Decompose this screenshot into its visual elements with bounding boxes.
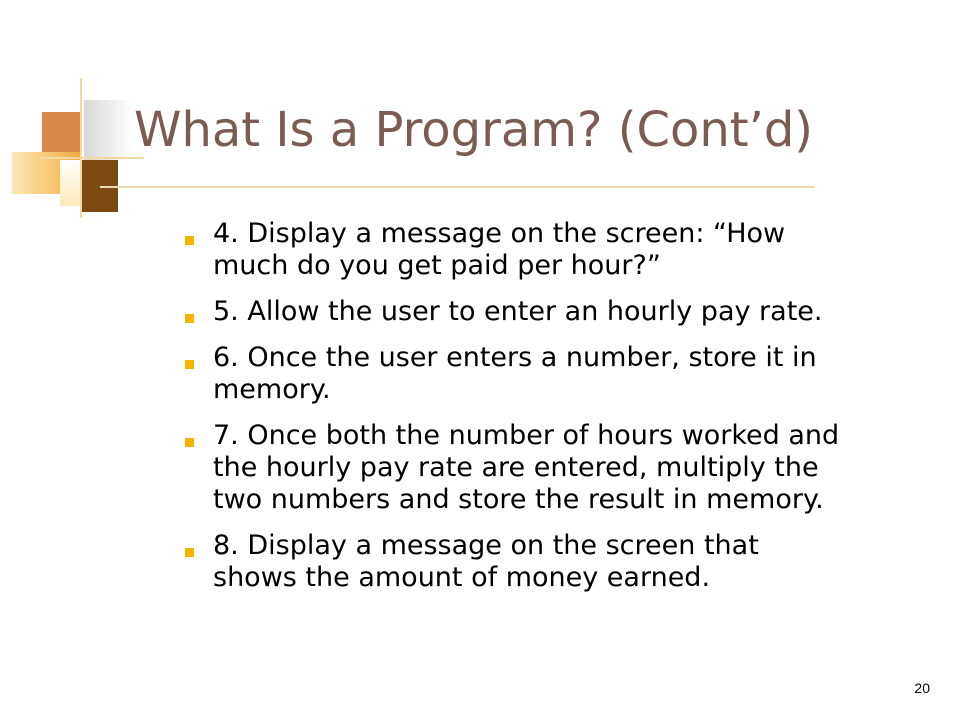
- bullet-marker-icon: [185, 438, 194, 447]
- bullet-marker-icon: [185, 360, 194, 369]
- bullet-item: [185, 420, 945, 516]
- bullet-list: [185, 218, 945, 608]
- bullet-marker-icon: [185, 236, 194, 245]
- page-number: 20: [914, 680, 930, 696]
- logo-horizontal-line: [40, 157, 144, 159]
- slide-title: What Is a Program? (Cont’d): [134, 102, 814, 158]
- bullet-text: 5. Allow the user to enter an hourly pay rate.: [213, 296, 823, 327]
- logo-vertical-line: [80, 78, 82, 218]
- bullet-item: [185, 296, 945, 328]
- bullet-marker-icon: [185, 548, 194, 557]
- bullet-text: 4. Display a message on the screen: “How much do you get paid per hour?”: [213, 218, 786, 281]
- bullet-marker-icon: [185, 314, 194, 323]
- title-underline: [100, 186, 815, 188]
- bullet-text: 8. Display a message on the screen that shows the amount of money earned.: [213, 530, 759, 593]
- logo-block-pale: [60, 160, 80, 206]
- logo-block-gray: [84, 100, 132, 160]
- bullet-text: 7. Once both the number of hours worked and the hourly pay rate are entered, multiply the two numbers and store the result in memory.: [213, 420, 840, 515]
- bullet-item: [185, 342, 945, 406]
- bullet-item: [185, 530, 945, 594]
- bullet-text: 6. Once the user enters a number, store it in memory.: [213, 342, 817, 405]
- logo-block-orange: [42, 112, 82, 156]
- bullet-item: [185, 218, 945, 282]
